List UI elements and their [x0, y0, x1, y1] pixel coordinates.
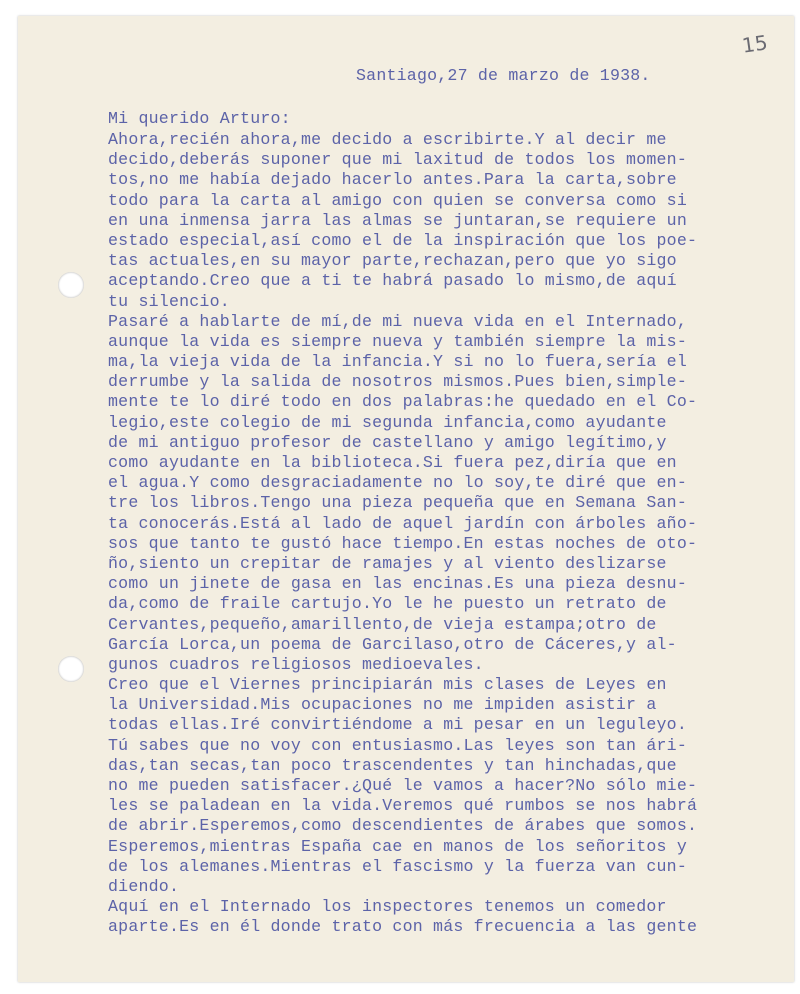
letter-line: Esperemos,mientras España cae en manos de los señoritos y: [108, 836, 687, 856]
letter-line: de mi antiguo profesor de castellano y amigo legítimo,y: [108, 432, 667, 452]
letter-line: no me pueden satisfacer.¿Qué le vamos a hacer?No sólo mie-: [108, 776, 698, 795]
letter-line: mente te lo diré todo en dos palabras:he quedado en el Co-: [108, 392, 698, 412]
letter-line: ma,la vieja vida de la infancia.Y si no lo fuera,sería el: [108, 352, 687, 372]
letter-line: el agua.Y como desgraciadamente no lo soy,te diré que en-: [108, 473, 687, 493]
letter-line: Aquí en el Internado los inspectores tenemos un comedor: [108, 897, 667, 917]
letter-line: tos,no me había dejado hacerlo antes.Para la carta,sobre: [108, 170, 677, 190]
letter-line: tas actuales,en su mayor parte,rechazan,pero que yo sigo: [108, 251, 677, 271]
letter-line: les se paladean en la vida.Veremos qué rumbos se nos habrá: [108, 796, 698, 816]
letter-line: García Lorca,un poema de Garcilaso,otro de Cáceres,y al-: [108, 634, 677, 654]
letter-line: aunque la vida es siempre nueva y también siempre la mis-: [108, 331, 687, 351]
date-line: Santiago,27 de marzo de 1938.: [356, 66, 651, 85]
binder-hole-bottom: [58, 656, 84, 682]
letter-line: sos que tanto te gustó hace tiempo.En estas noches de oto-: [108, 533, 698, 553]
letter-line: aparte.Es en él donde trato con más frecuencia a las gente: [108, 917, 698, 937]
letter-line: como ayudante en la biblioteca.Si fuera pez,diría que en: [108, 453, 677, 472]
letter-line: Creo que el Viernes principiarán mis clases de Leyes en: [108, 675, 667, 695]
page-number: 15: [740, 30, 769, 58]
letter-line: en una inmensa jarra las almas se juntaran,se requiere un: [108, 210, 687, 230]
letter-line: tu silencio.: [108, 291, 230, 311]
binder-hole-top: [58, 272, 84, 298]
letter-line: decido,deberás suponer que mi laxitud de todos los momen-: [108, 150, 687, 170]
letter-line: derrumbe y la salida de nosotros mismos.Pues bien,simple-: [108, 372, 687, 392]
letter-line: de los alemanes.Mientras el fascismo y la fuerza van cun-: [108, 856, 687, 876]
letter-line: das,tan secas,tan poco trascendentes y tan hinchadas,que: [108, 755, 677, 775]
letter-line: diendo.: [108, 876, 180, 896]
salutation: Mi querido Arturo:: [108, 109, 291, 128]
letter-line: la Universidad.Mis ocupaciones no me impiden asistir a: [108, 695, 657, 715]
letter-line: Pasaré a hablarte de mí,de mi nueva vida en el Internado,: [108, 311, 687, 331]
letter-line: estado especial,así como el de la inspiración que los poe-: [108, 230, 698, 250]
letter-line: de abrir.Esperemos,como descendientes de árabes que somos.: [108, 816, 698, 836]
letter-line: todas ellas.Iré convirtiéndome a mi pesar en un leguleyo.: [108, 715, 687, 735]
letter-line: Ahora,recién ahora,me decido a escribirte.Y al decir me: [108, 130, 667, 149]
letter-line: aceptando.Creo que a ti te habrá pasado lo mismo,de aquí: [108, 271, 677, 291]
letter-line: Tú sabes que no voy con entusiasmo.Las leyes son tan ári-: [108, 735, 687, 755]
letter-line: ta conocerás.Está al lado de aquel jardín con árboles año-: [108, 513, 698, 533]
letter-line: como un jinete de gasa en las encinas.Es una pieza desnu-: [108, 574, 687, 594]
letter-line: ño,siento un crepitar de ramajes y al viento deslizarse: [108, 553, 667, 573]
letter-line: tre los libros.Tengo una pieza pequeña que en Semana San-: [108, 493, 687, 513]
letter-line: Cervantes,pequeño,amarillento,de vieja estampa;otro de: [108, 614, 657, 634]
letter-body: [108, 130, 788, 938]
letter-line: gunos cuadros religiosos medioevales.: [108, 654, 484, 674]
letter-line: legio,este colegio de mi segunda infancia,como ayudante: [108, 412, 667, 432]
letter-line: todo para la carta al amigo con quien se conversa como si: [108, 190, 687, 210]
letter-line: da,como de fraile cartujo.Yo le he puesto un retrato de: [108, 594, 667, 614]
